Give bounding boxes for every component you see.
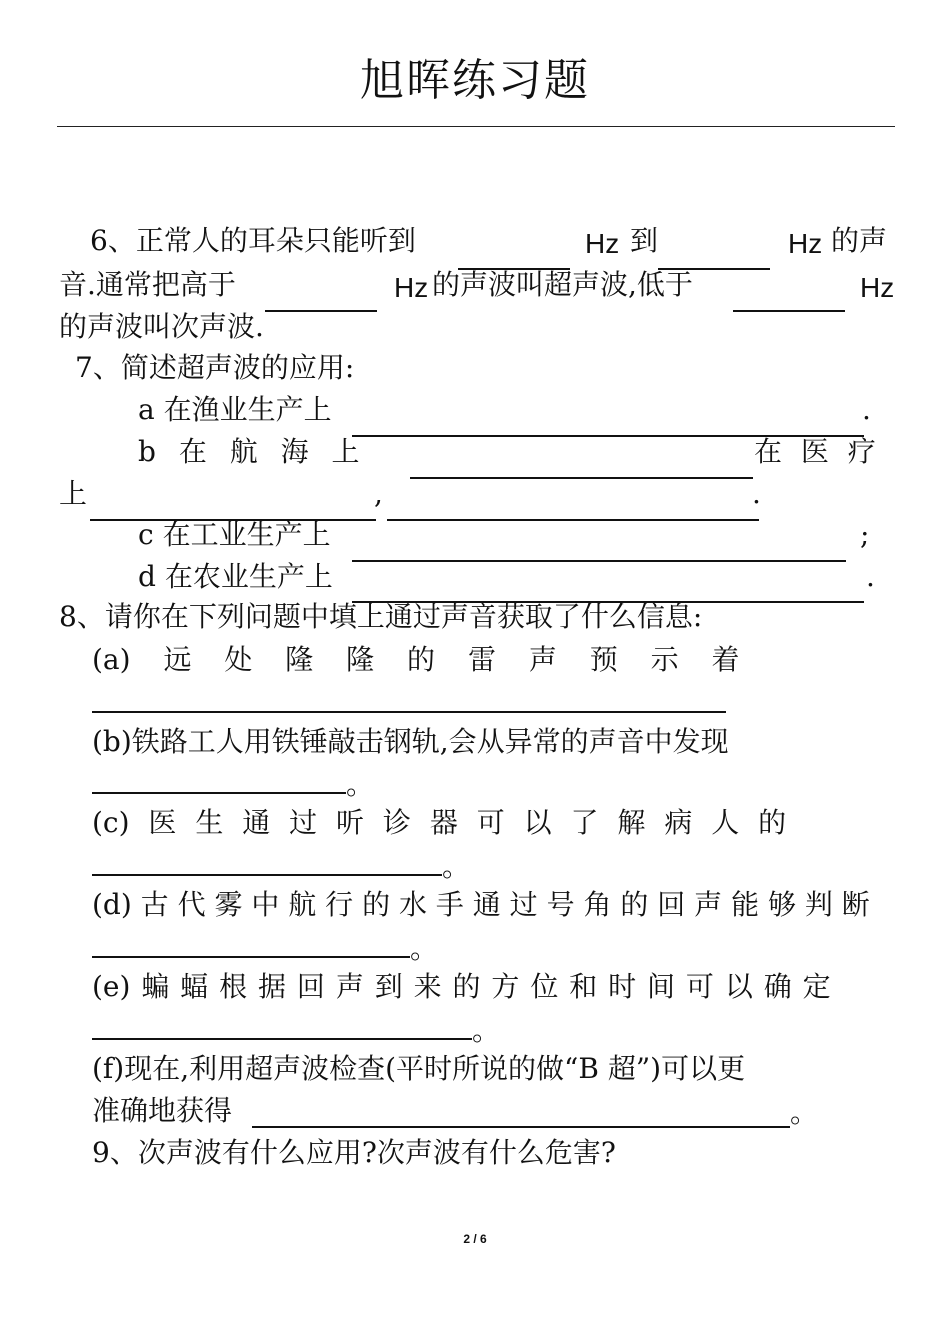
q8-c-blank[interactable] — [92, 874, 442, 876]
q8-c-text: (c) 医 生 通 过 听 诊 器 可 以 了 解 病 人 的 — [92, 806, 787, 839]
q8-d-blank[interactable] — [92, 956, 410, 958]
q8-b-end: 。 — [346, 768, 375, 801]
q8-e-text: (e) 蝙 蝠 根 据 回 声 到 来 的 方 位 和 时 间 可 以 确 定 — [92, 970, 831, 1003]
q7-b-end: . — [752, 477, 761, 510]
q6-unit-2: Hz — [788, 228, 823, 259]
q8-f-line2: 准确地获得 — [92, 1094, 233, 1127]
q7-b-label: b 在 航 海 上 — [138, 435, 360, 468]
q7-d-end: . — [866, 560, 875, 593]
page-number: 2 / 6 — [463, 1232, 487, 1246]
q6-line3: 的声波叫次声波. — [59, 310, 264, 343]
q7-a-label: a 在渔业生产上 — [138, 393, 332, 426]
q7-b-line2-start: 上 — [59, 477, 88, 510]
q7-d-label: d 在农业生产上 — [138, 560, 333, 593]
q7-b-blank-3[interactable] — [387, 519, 759, 521]
q6-unit-1: Hz — [585, 228, 620, 259]
q8-f-blank[interactable] — [252, 1126, 790, 1128]
q8-e-blank[interactable] — [92, 1038, 472, 1040]
q7-c-blank[interactable] — [352, 560, 846, 562]
q7-c-label: c 在工业生产上 — [138, 518, 331, 551]
q8-b-text: (b)铁路工人用铁锤敲击钢轨,会从异常的声音中发现 — [92, 725, 729, 758]
q8-e-end: 。 — [472, 1014, 501, 1047]
q7-b-blank-1[interactable] — [410, 477, 753, 479]
q6-line1-prefix: 6、正常人的耳朵只能听到 — [90, 224, 416, 257]
q6-to: 到 — [630, 224, 659, 257]
q8-f-end: 。 — [790, 1096, 819, 1129]
q8-heading: 8、请你在下列问题中填上通过声音获取了什么信息: — [59, 600, 703, 633]
q6-blank-3[interactable] — [265, 310, 377, 312]
q8-d-text: (d) 古 代 雾 中 航 行 的 水 手 通 过 号 角 的 回 声 能 够 判 断 — [92, 888, 870, 921]
q8-d-end: 。 — [410, 932, 439, 965]
header-divider — [57, 126, 895, 127]
q6-line2-mid: 的声波叫超声波,低于 — [432, 268, 693, 301]
q6-blank-4[interactable] — [733, 310, 845, 312]
q7-a-end: . — [862, 393, 871, 426]
q8-a-text: (a) 远 处 隆 隆 的 雷 声 预 示 着 — [92, 643, 740, 676]
q6-line2-prefix: 音.通常把高于 — [59, 268, 236, 301]
q8-f-line1: (f)现在,利用超声波检查(平时所说的做“B 超”)可以更 — [92, 1052, 746, 1085]
q9-text: 9、次声波有什么应用?次声波有什么危害? — [92, 1136, 616, 1169]
q8-a-blank[interactable] — [92, 711, 726, 713]
q7-c-end: ; — [860, 518, 870, 551]
q7-b-medical: 在 医 疗 — [754, 435, 876, 468]
q6-unit-3: Hz — [394, 272, 429, 303]
q6-unit-4: Hz — [860, 272, 895, 303]
q6-line1-suffix: 的声 — [831, 224, 888, 257]
q7-b-comma: , — [374, 477, 383, 510]
q7-heading: 7、简述超声波的应用: — [75, 351, 355, 384]
q8-c-end: 。 — [442, 850, 471, 883]
page-title: 旭晖练习题 — [360, 55, 590, 106]
q8-b-blank[interactable] — [92, 792, 346, 794]
